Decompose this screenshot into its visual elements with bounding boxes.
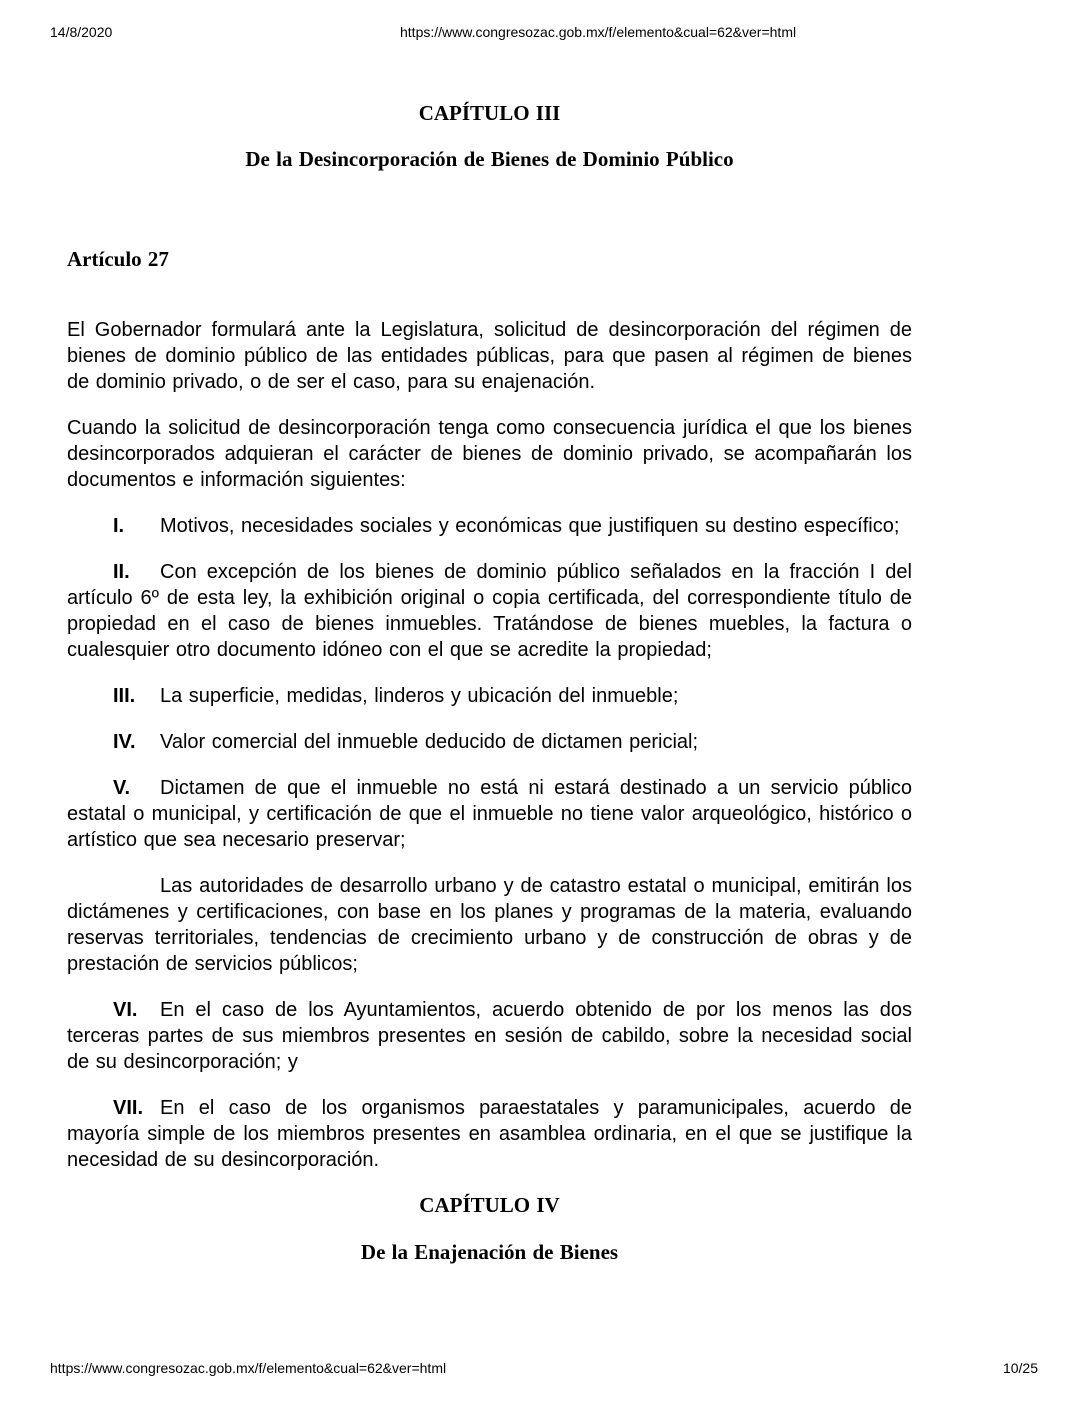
item-numeral: II. — [113, 561, 130, 583]
page-number: 10/25 — [1002, 1360, 1038, 1376]
item-text: En el caso de los organismos paraestatales y paramunicipales, acuerdo de mayoría simple de los miembros presentes en asamblea ordinaria, en el que se justifique la necesidad de su desincorporación. — [67, 1097, 912, 1171]
item-numeral: VI. — [113, 999, 138, 1021]
body-paragraph: Cuando la solicitud de desincorporación tenga como consecuencia jurídica el que los bienes desincorporados adquieran el carácter de bienes de dominio privado, se acompañarán los documentos e información siguientes: — [67, 417, 912, 491]
item-text: En el caso de los Ayuntamientos, acuerdo obtenido de por los menos las dos terceras partes de sus miembros presentes en sesión de cabildo, sobre la necesidad social de su desincorporación; y — [67, 999, 912, 1073]
print-header-url: https://www.congresozac.gob.mx/f/elemento&cual=62&ver=html — [400, 24, 797, 40]
item-text: Valor comercial del inmueble deducido de dictamen pericial; — [160, 731, 699, 753]
item-numeral: III. — [113, 685, 136, 707]
chapter-iii-title: CAPÍTULO III — [418, 101, 561, 125]
item-numeral: I. — [113, 515, 125, 537]
list-item-iii — [67, 683, 912, 709]
document-body — [67, 0, 912, 1264]
item-numeral: IV. — [113, 731, 136, 753]
item-text: La superficie, medidas, linderos y ubicación del inmueble; — [160, 685, 679, 707]
list-item-v — [67, 775, 912, 853]
list-item-i — [67, 513, 912, 539]
body-paragraph-indented: Las autoridades de desarrollo urbano y de catastro estatal o municipal, emitirán los dictámenes y certificaciones, con base en los planes y programas de la materia, evaluando reservas territoriales, tendencias de crecimiento urbano y de construcción de obras y de prestación de servicios públicos; — [67, 875, 912, 975]
chapter-iv-subtitle: De la Enajenación de Bienes — [360, 1240, 619, 1264]
article-heading: Artículo 27 — [67, 247, 169, 271]
item-text: Dictamen de que el inmueble no está ni estará destinado a un servicio público estatal o municipal, y certificación de que el inmueble no tiene valor arqueológico, histórico o artístico que sea necesario preservar; — [67, 777, 912, 851]
list-item-iv — [67, 729, 912, 755]
item-numeral: VII. — [113, 1097, 144, 1119]
item-text: Motivos, necesidades sociales y económicas que justifiquen su destino específico; — [160, 515, 900, 537]
list-item-ii — [67, 559, 912, 663]
body-paragraph: El Gobernador formulará ante la Legislatura, solicitud de desincorporación del régimen de bienes de dominio público de las entidades públicas, para que pasen al régimen de bienes de dominio privado, o de ser el caso, para su enajenación. — [67, 319, 912, 393]
item-text: Con excepción de los bienes de dominio público señalados en la fracción I del artículo 6º de esta ley, la exhibición original o copia certificada, del correspondiente título de propiedad en el caso de bienes inmuebles. Tratándose de bienes muebles, la factura o cualesquier otro documento idóneo con el que se acredite la propiedad; — [67, 561, 912, 661]
print-footer-url: https://www.congresozac.gob.mx/f/elemento&cual=62&ver=html — [50, 1360, 447, 1376]
item-numeral: V. — [113, 777, 131, 799]
list-item-vii — [67, 1095, 912, 1173]
list-item-vi — [67, 997, 912, 1075]
chapter-iv-title: CAPÍTULO IV — [419, 1193, 560, 1217]
print-date: 14/8/2020 — [50, 24, 113, 40]
chapter-iii-subtitle: De la Desincorporación de Bienes de Dominio Público — [245, 147, 734, 171]
